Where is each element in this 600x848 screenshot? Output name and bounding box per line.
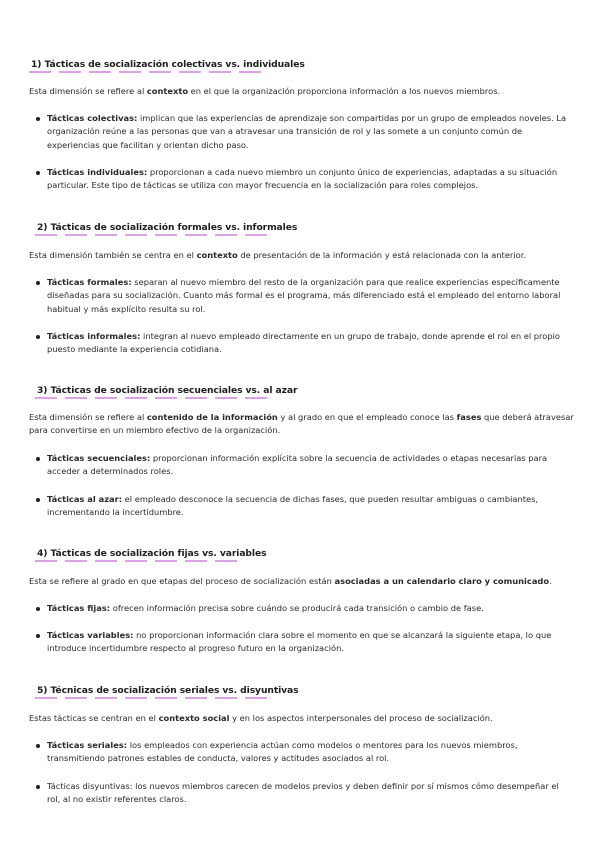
heading-underline [35,696,275,700]
list-item: Tácticas colectivas: implican que las experiencias de aprendizaje son compartidas por un grupo de empleados noveles. La organización reúne a las personas que van a atravesar una transición de rol y las somete a un conjunto común de experiencias que facilitan y orientan dicho paso. [47,112,572,152]
list-item: Tácticas informales: integran al nuevo empleado directamente en un grupo de trabajo, donde aprende el rol en el propio puesto mediante la experiencia cotidiana. [47,330,572,357]
bullet-icon [36,117,40,121]
section-intro: Esta dimensión se refiere al contenido de la información y al grado en que el empleado conoce las fases que deberá atravesar para convertirse en un miembro efectivo de la organización. [29,412,574,435]
bullet-icon [36,744,40,748]
bullet-icon [36,634,40,638]
list-item: Tácticas disyuntivas: los nuevos miembros carecen de modelos previos y deben definir por sí mismos cómo desempeñar el rol, al no existir referentes claros. [47,780,572,807]
bullet-icon [36,335,40,339]
list-item: Tácticas fijas: ofrecen información precisa sobre cuándo se producirá cada transición o cambio de fase. [47,602,572,615]
bullet-icon [36,171,40,175]
heading-underline [29,70,269,74]
list-item: Tácticas seriales: los empleados con experiencia actúan como modelos o mentores para los nuevos miembros, transmitiendo patrones estables de conducta, valores y actitudes asociados al rol. [47,739,572,766]
bullet-icon [36,785,40,789]
list-item: Tácticas individuales: proporcionan a cada nuevo miembro un conjunto único de experiencias, adaptadas a su situación particular. Este tipo de tácticas se utiliza con mayor frecuencia en la socialización para roles complejos. [47,166,572,193]
bullet-icon [36,498,40,502]
section-heading: 2) Tácticas de socialización formales vs. informales [37,222,298,233]
list-item: Tácticas variables: no proporcionan información clara sobre el momento en que se alcanzará la siguiente etapa, lo que introduce incertidumbre respecto al progreso futuro en la organización. [47,629,572,656]
list-item: Tácticas secuenciales: proporcionan información explícita sobre la secuencia de actividades o etapas necesarias para acceder a determinados roles. [47,452,572,479]
section-intro: Estas tácticas se centran en el contexto social y en los aspectos interpersonales del proceso de socialización. [29,713,493,723]
section-intro: Esta dimensión se refiere al contexto en el que la organización proporciona información a los nuevos miembros. [29,86,501,96]
heading-underline [35,396,275,400]
section-heading: 3) Tácticas de socialización secuenciales vs. al azar [37,385,298,396]
section-heading: 1) Tácticas de socialización colectivas vs. individuales [31,59,305,70]
heading-underline [35,233,275,237]
bullet-icon [36,607,40,611]
list-item: Tácticas formales: separan al nuevo miembro del resto de la organización para que realice experiencias específicamente diseñadas para su socialización. Cuanto más formal es el programa, más diferenciado está el empleado del entorno laboral habitual y más explícito resulta su rol. [47,276,572,316]
heading-underline [35,559,245,563]
bullet-icon [36,281,40,285]
section-intro: Esta se refiere al grado en que etapas del proceso de socialización están asociadas a un calendario claro y comunicado. [29,576,552,586]
section-heading: 4) Tácticas de socialización fijas vs. variables [37,548,267,559]
list-item: Tácticas al azar: el empleado desconoce la secuencia de dichas fases, que pueden resultar ambiguas o cambiantes, incrementando la incertidumbre. [47,493,572,520]
section-heading: 5) Técnicas de socialización seriales vs. disyuntivas [37,685,299,696]
bullet-icon [36,457,40,461]
section-intro: Esta dimensión también se centra en el contexto de presentación de la información y está relacionada con la anterior. [29,250,526,260]
